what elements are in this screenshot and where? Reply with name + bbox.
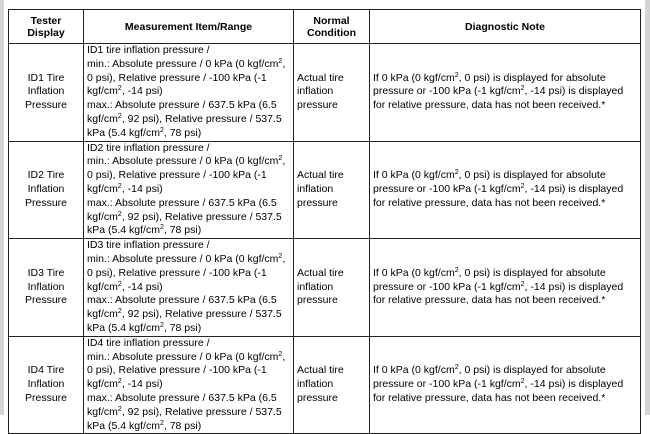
diagnostic-note-cell: If 0 kPa (0 kgf/$cm^2$, 0 psi) is displayed for absolute pressure or -100 kPa (-1 kgf/$cm^2$, -14 psi) is displayed for relative pressure, data has not been received.* (370, 336, 641, 434)
min-range: min.: Absolute pressure / 0 kPa (0 kgf/$cm^2$, 0 psi), Relative pressure / -100 kPa (-1 kgf/$cm^2$, -14 psi) (87, 252, 286, 293)
header-normal-condition: Normal Condition (294, 10, 370, 44)
header-measurement: Measurement Item/Range (84, 10, 294, 44)
normal-condition-cell: Actual tire inflation pressure (294, 141, 370, 239)
measurement-title: ID3 tire inflation pressure / (87, 239, 210, 252)
max-range: max.: Absolute pressure / 637.5 kPa (6.5 kgf/$cm^2$, 92 psi), Relative pressure / 537.5 kPa (5.4 kgf/$cm^2$, 78 psi) (87, 391, 282, 432)
table-row (9, 239, 641, 337)
document-page (8, 9, 640, 434)
table-row (9, 336, 641, 434)
max-range: max.: Absolute pressure / 637.5 kPa (6.5 kgf/$cm^2$, 92 psi), Relative pressure / 537.5 kPa (5.4 kgf/$cm^2$, 78 psi) (87, 196, 282, 237)
max-range: max.: Absolute pressure / 637.5 kPa (6.5 kgf/$cm^2$, 92 psi), Relative pressure / 537.5 kPa (5.4 kgf/$cm^2$, 78 psi) (87, 294, 282, 334)
diagnostic-note-cell: If 0 kPa (0 kgf/$cm^2$, 0 psi) is displayed for absolute pressure or -100 kPa (-1 kgf/$cm^2$, -14 psi) is displayed for relative pressure, data has not been received.* (370, 44, 641, 142)
min-range: min.: Absolute pressure / 0 kPa (0 kgf/$cm^2$, 0 psi), Relative pressure / -100 kPa (-1 kgf/$cm^2$, -14 psi) (87, 350, 286, 391)
measurement-cell (84, 141, 294, 239)
normal-condition-cell: Actual tire inflation pressure (294, 44, 370, 142)
tester-display-cell: ID4 Tire Inflation Pressure (9, 336, 84, 434)
measurement-title: ID1 tire inflation pressure / (87, 44, 210, 56)
diagnostic-table (8, 9, 641, 434)
measurement-title: ID2 tire inflation pressure / (87, 141, 210, 154)
measurement-cell (84, 336, 294, 434)
window-edge-right (645, 0, 650, 415)
table-row (9, 141, 641, 239)
normal-condition-cell: Actual tire inflation pressure (294, 336, 370, 434)
normal-condition-cell: Actual tire inflation pressure (294, 239, 370, 337)
max-range: max.: Absolute pressure / 637.5 kPa (6.5 kgf/$cm^2$, 92 psi), Relative pressure / 537.5 kPa (5.4 kgf/$cm^2$, 78 psi) (87, 99, 282, 139)
diagnostic-note-cell: If 0 kPa (0 kgf/$cm^2$, 0 psi) is displayed for absolute pressure or -100 kPa (-1 kgf/$cm^2$, -14 psi) is displayed for relative pressure, data has not been received.* (370, 239, 641, 337)
measurement-title: ID4 tire inflation pressure / (87, 336, 210, 349)
diagnostic-note-cell: If 0 kPa (0 kgf/$cm^2$, 0 psi) is displayed for absolute pressure or -100 kPa (-1 kgf/$cm^2$, -14 psi) is displayed for relative pressure, data has not been received.* (370, 141, 641, 239)
tester-display-cell: ID2 Tire Inflation Pressure (9, 141, 84, 239)
table-header-row (9, 10, 641, 44)
measurement-cell (84, 239, 294, 337)
header-diagnostic-note: Diagnostic Note (370, 10, 641, 44)
window-edge-left (0, 0, 4, 415)
min-range: min.: Absolute pressure / 0 kPa (0 kgf/$cm^2$, 0 psi), Relative pressure / -100 kPa (-1 kgf/$cm^2$, -14 psi) (87, 155, 286, 195)
min-range: min.: Absolute pressure / 0 kPa (0 kgf/$cm^2$, 0 psi), Relative pressure / -100 kPa (-1 kgf/$cm^2$, -14 psi) (87, 57, 286, 98)
tester-display-cell: ID3 Tire Inflation Pressure (9, 239, 84, 337)
tester-display-cell: ID1 Tire Inflation Pressure (9, 44, 84, 142)
measurement-cell (84, 44, 294, 142)
header-tester-display: Tester Display (9, 10, 84, 44)
table-row (9, 44, 641, 142)
